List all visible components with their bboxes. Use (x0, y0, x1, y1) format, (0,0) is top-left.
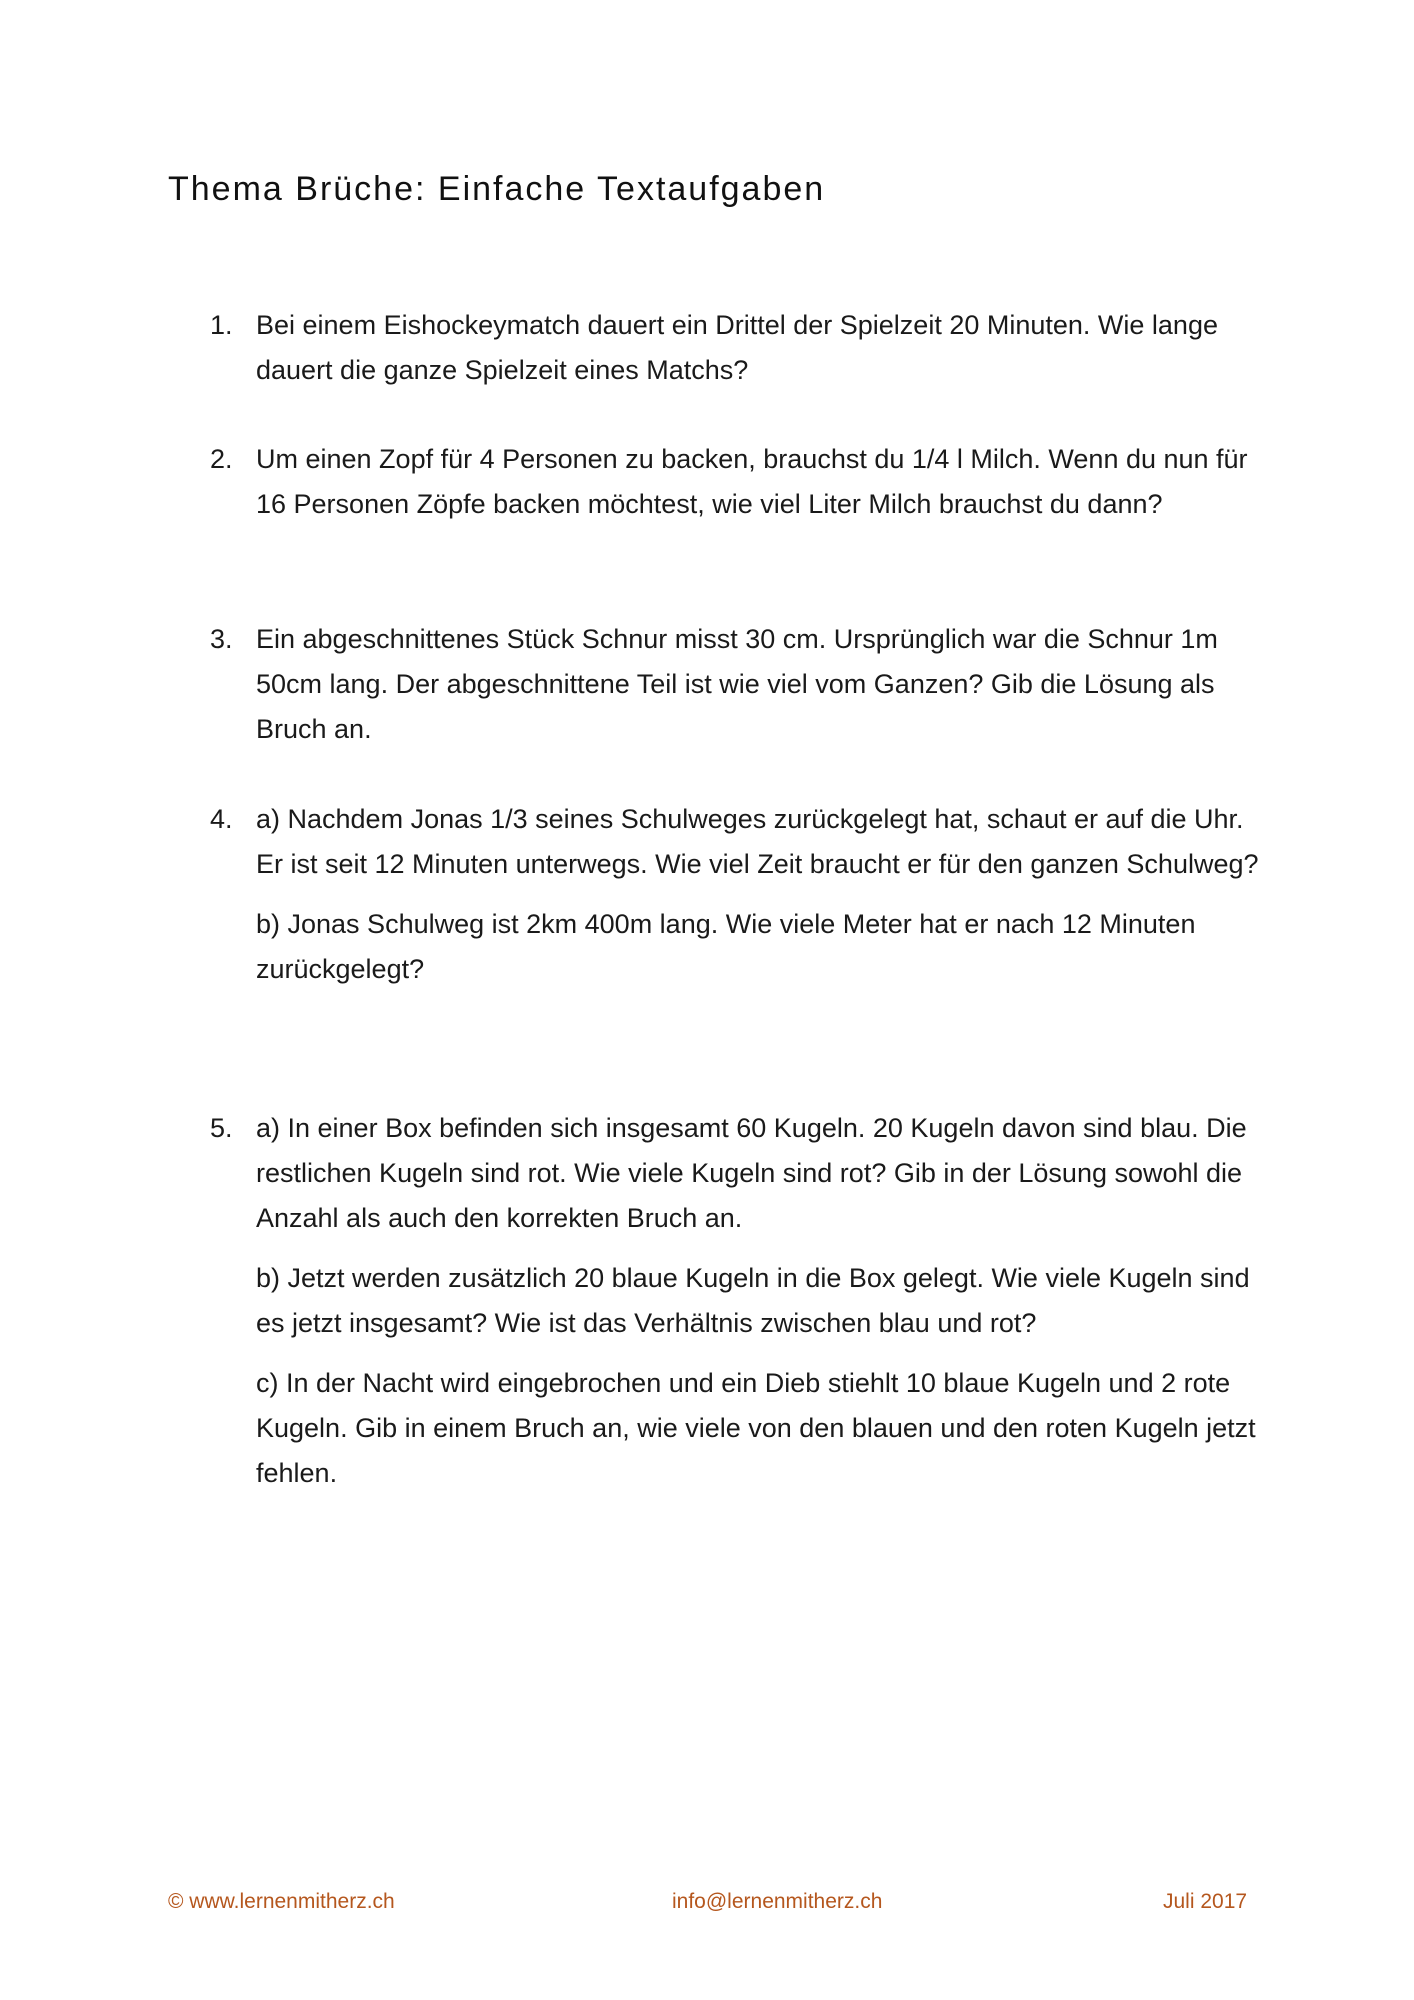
task-1 (210, 303, 1270, 393)
task-4 (210, 797, 1270, 992)
task-text-b: b) Jonas Schulweg ist 2km 400m lang. Wie viele Meter hat er nach 12 Minuten zurückgelegt? (256, 909, 1196, 984)
task-text: Bei einem Eishockeymatch dauert ein Drittel der Spielzeit 20 Minuten. Wie lange dauert die ganze Spielzeit eines Matchs? (256, 310, 1218, 385)
task-5 (210, 1106, 1270, 1496)
task-3 (210, 617, 1270, 752)
page-title: Thema Brüche: Einfache Textaufgaben (168, 170, 826, 208)
task-text: Ein abgeschnittenes Stück Schnur misst 30 cm. Ursprünglich war die Schnur 1m 50cm lang. Der abgeschnittene Teil ist wie viel vom Ganzen? Gib die Lösung als Bruch an. (256, 624, 1218, 744)
task-text-c: c) In der Nacht wird eingebrochen und ein Dieb stiehlt 10 blaue Kugeln und 2 rote Kugeln. Gib in einem Bruch an, wie viele von den blauen und den roten Kugeln jetzt fehlen. (256, 1368, 1256, 1488)
task-number: 4. (210, 804, 233, 834)
task-text: Um einen Zopf für 4 Personen zu backen, brauchst du 1/4 l Milch. Wenn du nun für 16 Personen Zöpfe backen möchtest, wie viel Liter Milch brauchst du dann? (256, 444, 1248, 519)
task-text-a: a) Nachdem Jonas 1/3 seines Schulweges zurückgelegt hat, schaut er auf die Uhr. Er ist seit 12 Minuten unterwegs. Wie viel Zeit braucht er für den ganzen Schulweg? (256, 804, 1259, 879)
task-number: 3. (210, 624, 233, 654)
task-text-a: a) In einer Box befinden sich insgesamt 60 Kugeln. 20 Kugeln davon sind blau. Die restlichen Kugeln sind rot. Wie viele Kugeln sind rot? Gib in der Lösung sowohl die Anzahl als auch den korrekten Bruch an. (256, 1113, 1247, 1233)
task-number: 5. (210, 1113, 233, 1143)
task-2 (210, 437, 1270, 527)
footer-date: Juli 2017 (1163, 1890, 1248, 1913)
footer-email[interactable]: info@lernenmitherz.ch (672, 1890, 883, 1913)
task-text-b: b) Jetzt werden zusätzlich 20 blaue Kugeln in die Box gelegt. Wie viele Kugeln sind es jetzt insgesamt? Wie ist das Verhältnis zwischen blau und rot? (256, 1263, 1250, 1338)
footer-copyright: © www.lernenmitherz.ch (168, 1890, 395, 1913)
task-number: 2. (210, 444, 233, 474)
task-number: 1. (210, 310, 233, 340)
